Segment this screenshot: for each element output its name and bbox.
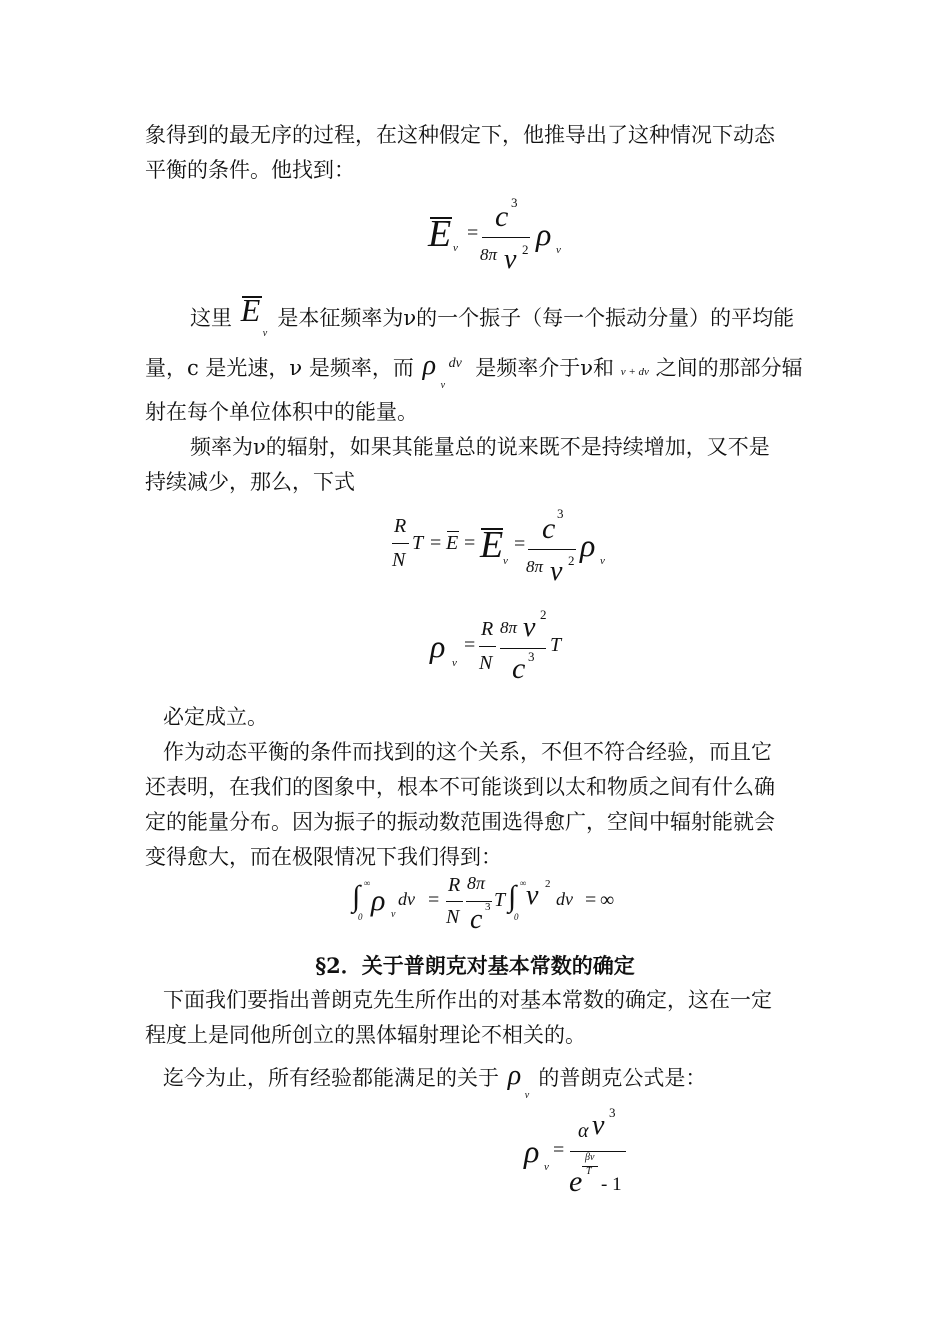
symbol-T: T bbox=[412, 532, 424, 554]
symbol-c: c bbox=[495, 200, 509, 233]
symbol-c: c bbox=[542, 512, 556, 545]
symbol-N: N bbox=[392, 549, 406, 571]
inline-E-nu bbox=[239, 292, 271, 339]
subscript-nu: ν bbox=[503, 555, 508, 567]
equals-sign: = bbox=[514, 533, 526, 555]
symbol-R: R bbox=[481, 618, 494, 640]
subscript-nu: ν bbox=[391, 909, 396, 920]
lower-limit: 0 bbox=[514, 912, 519, 922]
fraction-bar bbox=[500, 648, 546, 649]
infinity-sign: ∞ bbox=[600, 889, 615, 911]
symbol-c: c bbox=[470, 904, 483, 935]
text-line: 平衡的条件。他找到： bbox=[145, 158, 355, 182]
superscript-2: 2 bbox=[522, 242, 529, 257]
symbol-T: T bbox=[550, 634, 562, 656]
symbol-R: R bbox=[394, 515, 407, 537]
equals-sign: = bbox=[467, 222, 479, 244]
equals-sign: = bbox=[553, 1139, 565, 1161]
exponent-beta-nu: βν bbox=[585, 1152, 595, 1163]
text-line: 频率为ν的辐射，如果其能量总的说来既不是持续增加，又不是 bbox=[190, 435, 770, 459]
symbol-N: N bbox=[446, 906, 460, 928]
text-line: 还表明，在我们的图象中，根本不可能谈到以太和物质之间有什么确 bbox=[145, 775, 775, 799]
superscript-3: 3 bbox=[557, 506, 564, 521]
text-run: 量，c 是光速，ν 是频率，而 bbox=[145, 356, 414, 380]
eight-pi: 8π bbox=[526, 557, 544, 576]
text-run: 是频率介于ν和 bbox=[475, 356, 615, 380]
upper-limit: ∞ bbox=[364, 878, 371, 888]
text-run: 迄今为止，所有经验都能满足的关于 bbox=[163, 1066, 499, 1090]
fraction-bar bbox=[392, 543, 409, 544]
text-line: 射在每个单位体积中的能量。 bbox=[145, 400, 418, 424]
text-line: 必定成立。 bbox=[163, 705, 268, 729]
eight-pi: 8π bbox=[500, 618, 518, 637]
fraction-bar bbox=[446, 901, 463, 902]
text-line bbox=[145, 350, 803, 391]
text-run: 之间的那部分辐 bbox=[655, 356, 803, 380]
subscript-nu: ν bbox=[440, 380, 446, 391]
symbol-e: e bbox=[569, 1165, 583, 1198]
text-line bbox=[163, 1060, 707, 1101]
symbol-rho: ρ bbox=[422, 350, 437, 381]
symbol-c: c bbox=[512, 652, 526, 685]
d-nu: dν bbox=[448, 356, 462, 371]
equals-sign: = bbox=[428, 889, 440, 911]
eight-pi: 8π bbox=[467, 873, 486, 893]
subscript-nu: ν bbox=[600, 555, 605, 567]
symbol-rho: ρ bbox=[524, 1133, 540, 1169]
symbol-rho: ρ bbox=[371, 884, 386, 917]
symbol-rho: ρ bbox=[430, 628, 446, 664]
fraction-bar bbox=[479, 646, 496, 647]
overline bbox=[481, 528, 503, 530]
symbol-N: N bbox=[479, 652, 493, 674]
symbol-rho: ρ bbox=[536, 216, 552, 252]
superscript-2: 2 bbox=[545, 878, 551, 890]
equals-sign: = bbox=[464, 532, 476, 554]
overline bbox=[430, 217, 452, 219]
upper-limit: ∞ bbox=[520, 878, 527, 888]
symbol-E: E bbox=[446, 532, 459, 554]
symbol-nu: ν bbox=[550, 556, 563, 587]
exponent-T: T bbox=[586, 1166, 592, 1177]
symbol-nu: ν bbox=[592, 1110, 605, 1141]
inline-rho-nu bbox=[506, 1060, 532, 1101]
eight-pi: 8π bbox=[480, 245, 498, 264]
text-line: 作为动态平衡的条件而找到的这个关系，不但不符合经验，而且它 bbox=[163, 740, 772, 764]
subscript-nu: ν bbox=[556, 244, 561, 256]
subscript-nu: ν bbox=[262, 328, 268, 339]
text-run: 这里 bbox=[190, 306, 232, 330]
integral-sign: ∫ bbox=[352, 880, 361, 913]
symbol-R: R bbox=[448, 874, 461, 896]
fraction-bar bbox=[482, 237, 530, 238]
text-line bbox=[190, 292, 795, 339]
superscript-2: 2 bbox=[568, 553, 575, 568]
nu-plus-dnu: ν + dν bbox=[620, 366, 649, 378]
equals-sign: = bbox=[585, 889, 597, 911]
overline bbox=[447, 531, 459, 532]
symbol-nu: ν bbox=[526, 880, 539, 911]
symbol-E: E bbox=[240, 292, 261, 328]
symbol-nu: ν bbox=[504, 244, 517, 275]
equals-sign: = bbox=[464, 634, 476, 656]
superscript-3: 3 bbox=[485, 901, 491, 913]
overline bbox=[242, 296, 262, 298]
superscript-3: 3 bbox=[528, 649, 535, 664]
lower-limit: 0 bbox=[358, 912, 363, 922]
text-line: 变得愈大，而在极限情况下我们得到： bbox=[145, 845, 502, 869]
minus-one: - 1 bbox=[601, 1174, 622, 1195]
integral-sign: ∫ bbox=[508, 880, 517, 913]
subscript-nu: ν bbox=[544, 1161, 549, 1173]
text-run: 是本征频率为ν的一个振子（每一个振动分量）的平均能 bbox=[277, 306, 795, 330]
text-line: 持续减少，那么，下式 bbox=[145, 470, 355, 494]
text-run: 的普朗克公式是： bbox=[538, 1066, 707, 1090]
superscript-3: 3 bbox=[511, 195, 518, 210]
inline-rho-dnu bbox=[421, 350, 469, 391]
fraction-bar bbox=[570, 1151, 626, 1152]
superscript-3: 3 bbox=[609, 1105, 616, 1120]
text-line: 下面我们要指出普朗克先生所作出的对基本常数的确定，这在一定 bbox=[163, 988, 772, 1012]
subscript-nu: ν bbox=[524, 1090, 530, 1101]
d-nu: dν bbox=[398, 889, 415, 909]
subscript-nu: ν bbox=[452, 657, 457, 669]
text-line: 程度上是同他所创立的黑体辐射理论不相关的。 bbox=[145, 1023, 586, 1047]
equals-sign: = bbox=[430, 532, 442, 554]
text-line: 象得到的最无序的过程，在这种假定下，他推导出了这种情况下动态 bbox=[145, 123, 775, 147]
symbol-nu: ν bbox=[523, 612, 536, 643]
symbol-rho: ρ bbox=[580, 527, 596, 563]
symbol-alpha: α bbox=[578, 1120, 589, 1142]
superscript-2: 2 bbox=[540, 607, 547, 622]
subscript-nu: ν bbox=[453, 242, 458, 254]
section-heading: §2．关于普朗克对基本常数的确定 bbox=[315, 953, 635, 978]
symbol-E: E bbox=[428, 213, 452, 255]
fraction-bar bbox=[528, 549, 576, 550]
symbol-T: T bbox=[494, 889, 506, 911]
symbol-E: E bbox=[480, 524, 504, 566]
text-line: 定的能量分布。因为振子的振动数范围选得愈广，空间中辐射能就会 bbox=[145, 810, 775, 834]
d-nu: dν bbox=[556, 889, 573, 909]
symbol-rho: ρ bbox=[507, 1060, 522, 1091]
